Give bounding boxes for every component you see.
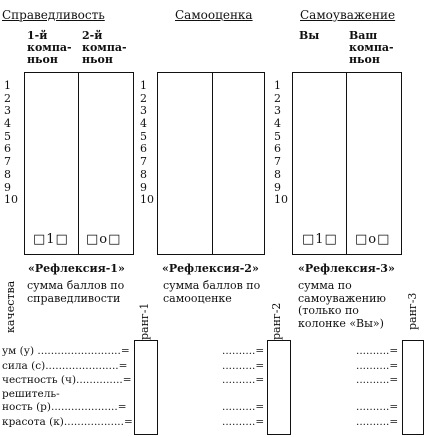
respect-sum-honesty: ..........= (356, 374, 399, 386)
reflexion-1-title: «Рефлексия-1» (28, 262, 125, 275)
qualities-label: качества (4, 280, 17, 333)
quality-row-strength: сила (с)......................= (2, 360, 128, 372)
self-esteem-title: Самооценка (175, 8, 253, 22)
rank-1-box[interactable] (134, 340, 158, 435)
reflexion-1-desc: сумма баллов по справедливости (27, 279, 125, 305)
respect-grid-divider (346, 73, 347, 254)
reflexion-2-title: «Рефлексия-2» (162, 262, 259, 275)
respect-col-you-header: Вы (299, 29, 320, 42)
justice-grid[interactable] (24, 72, 134, 255)
quality-row-beauty: красота (к)..................= (2, 416, 133, 428)
quality-row-honesty: честность (ч)..............= (2, 374, 132, 386)
row-numbers-justice: 1 2 3 4 5 6 7 8 9 10 (4, 79, 18, 207)
justice-col-2-header: 2-й компа-ньон (82, 29, 127, 66)
justice-col-1-header: 1-й компа-ньон (27, 29, 72, 66)
quality-row-decisiveness-2: ность (р)....................= (2, 401, 127, 413)
row-numbers-respect: 1 2 3 4 5 6 7 8 9 10 (274, 79, 288, 207)
self-respect-title: Самоуважение (300, 8, 396, 22)
rank-2-box[interactable] (267, 340, 291, 435)
rank-2-label: ранг-2 (270, 302, 283, 340)
row-numbers-esteem: 1 2 3 4 5 6 7 8 9 10 (140, 79, 154, 207)
respect-mark-right: □о□ (355, 232, 391, 247)
respect-sum-decisiveness: ..........= (356, 401, 399, 413)
respect-grid[interactable] (292, 72, 402, 255)
esteem-sum-strength: ..........= (222, 360, 265, 372)
reflexion-3-desc: сумма по самоуважению (только по колонке «Вы») (298, 279, 386, 330)
respect-col-companion-header: Ваш компа-ньон (349, 29, 394, 66)
rank-3-label: ранг-3 (406, 292, 419, 330)
reflexion-3-title: «Рефлексия-3» (298, 262, 395, 275)
esteem-grid[interactable] (157, 72, 265, 255)
rank-1-label: ранг-1 (138, 302, 151, 340)
respect-mark-left: □1□ (302, 232, 338, 247)
reflexion-2-desc: сумма баллов по самооценке (163, 279, 261, 305)
justice-mark-left: □1□ (33, 232, 69, 247)
justice-mark-right: □о□ (86, 232, 122, 247)
justice-title: Справедливость (2, 8, 105, 22)
esteem-grid-divider (212, 73, 213, 254)
rank-3-box[interactable] (402, 340, 424, 435)
respect-sum-mind: ..........= (356, 345, 399, 357)
quality-row-decisiveness-1: решитель- (2, 388, 60, 400)
quality-row-mind: ум (у) .........................= (2, 345, 130, 357)
esteem-sum-beauty: ..........= (222, 416, 265, 428)
esteem-sum-mind: ..........= (222, 345, 265, 357)
esteem-sum-decisiveness: ..........= (222, 401, 265, 413)
justice-grid-divider (78, 73, 79, 254)
esteem-sum-honesty: ..........= (222, 374, 265, 386)
respect-sum-beauty: ..........= (356, 416, 399, 428)
respect-sum-strength: ..........= (356, 360, 399, 372)
